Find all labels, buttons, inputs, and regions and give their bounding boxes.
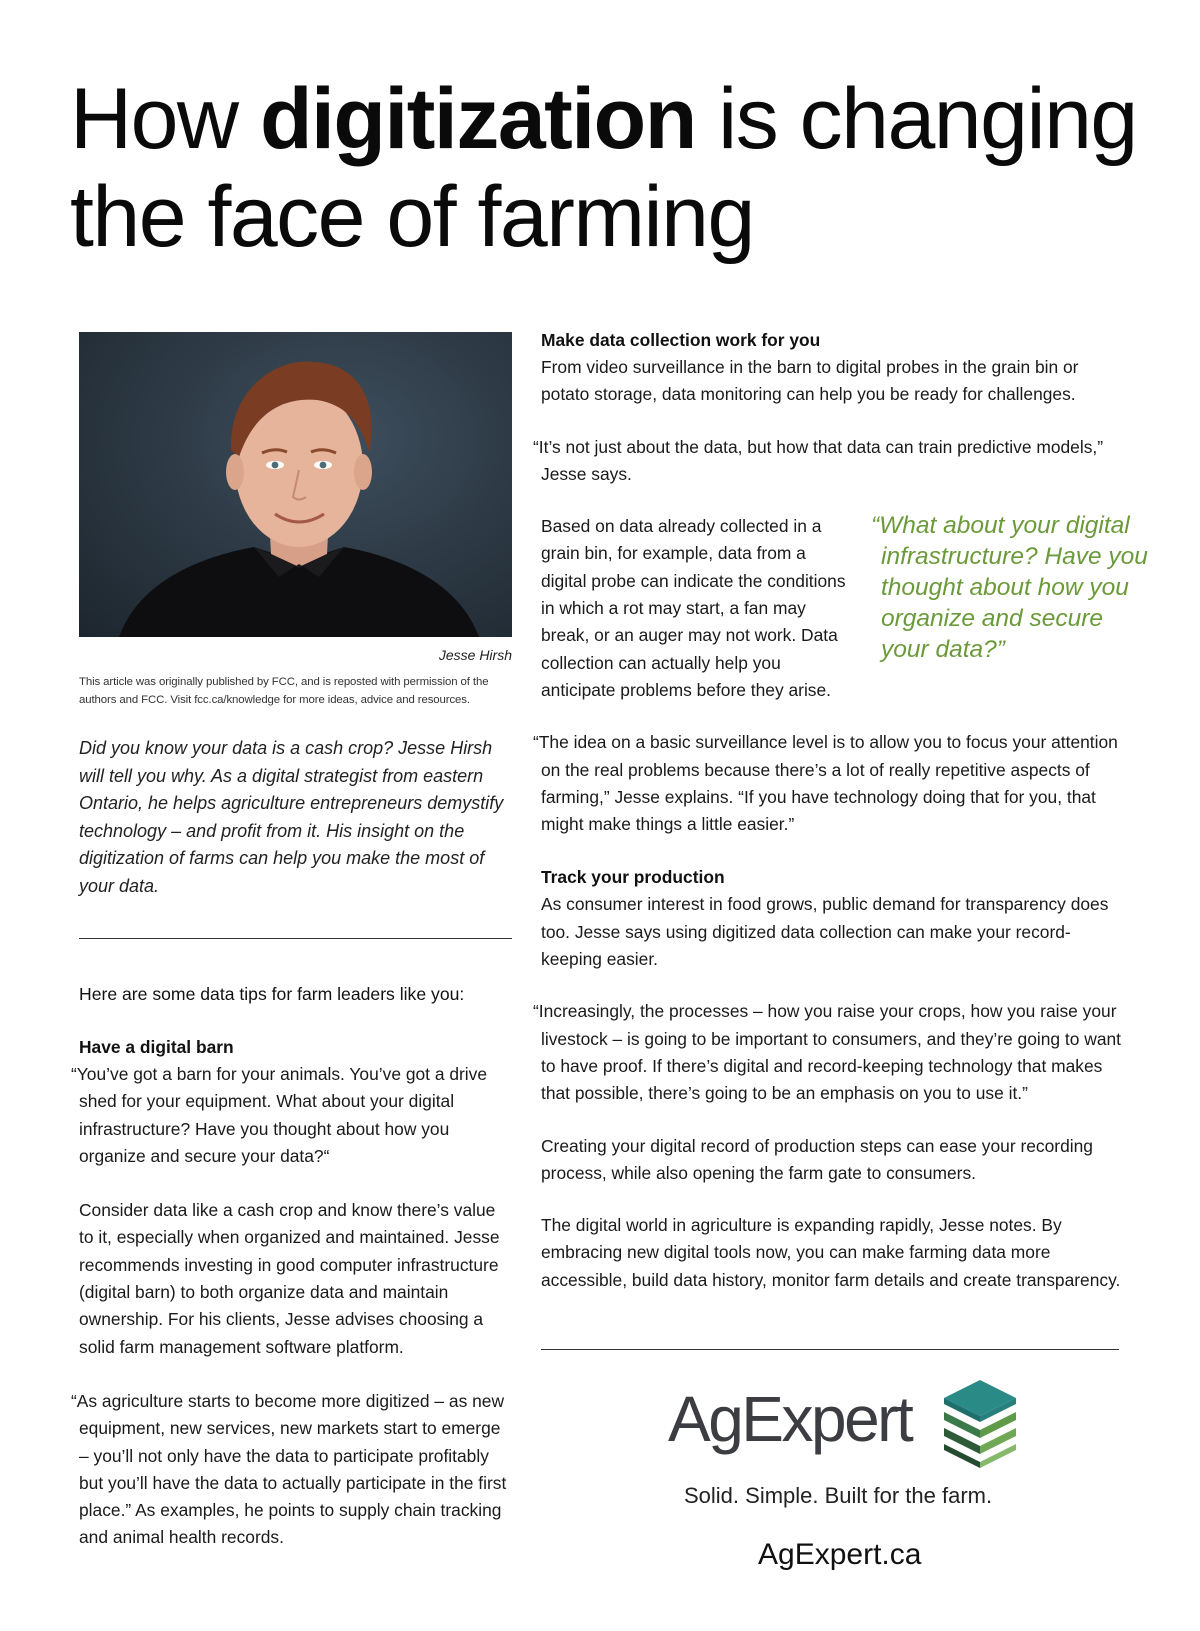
article-intro: Did you know your data is a cash crop? Jesse Hirsh will tell you why. As a digital strategist from eastern Ontario, he helps agriculture entrepreneurs demystify technology – and profit from it. His insight on the digitization of farms can help you make the most of your data.	[79, 738, 504, 896]
consider-paragraph: Consider data like a cash crop and know there’s value to it, especially when organized and maintained. Jesse recommends investing in good computer infrastructure (digital barn) to both organize data and maintain ownership. For his clients, Jesse advises choosing a solid farm management software platform.	[79, 1200, 500, 1357]
right-column	[533, 327, 1148, 1294]
section-divider	[79, 938, 512, 939]
portrait-photo	[79, 332, 512, 637]
photo-caption: Jesse Hirsh	[438, 647, 512, 663]
brand-url-link[interactable]: AgExpert.ca	[758, 1538, 922, 1571]
agexpert-brand	[668, 1384, 1018, 1484]
pull-quote: “What about your digital infrastructure? Have you thought about how you organize and secure your data?”	[871, 512, 1148, 663]
left-column	[71, 332, 512, 1552]
section-heading-track-production: Track your production	[541, 867, 725, 888]
section-heading-digital-barn: Have a digital barn	[79, 1037, 234, 1057]
section-heading-data-collection: Make data collection work for you	[541, 330, 821, 350]
footer-divider	[541, 1349, 1119, 1350]
barn-quote: “You’ve got a barn for your animals. You’ve got a drive shed for your equipment. What about your digital infrastructure? Have you thought about how you organize and secure your data?“	[71, 1064, 488, 1166]
brand-wordmark: AgExpert	[668, 1383, 912, 1455]
grain-bin-paragraph: Based on data already collected in a grain bin, for example, data from a digital probe can indicate the conditions in which a rot may start, a fan may break, or an auger may not work. Data collection can actually help you anticipate problems before they arise.	[541, 516, 846, 700]
surveillance-quote: “The idea on a basic surveillance level is to allow you to focus your attention on the real problems because there’s a lot of really repetitive aspects of farming,” Jesse explains. “If you have technology doing that for you, that might make things a little easier.”	[533, 732, 1118, 835]
creating-record-paragraph: Creating your digital record of production steps can ease your recording process, while also opening the farm gate to consumers.	[541, 1135, 1093, 1183]
portrait-illustration	[79, 332, 512, 637]
data-paragraph: From video surveillance in the barn to digital probes in the grain bin or potato storage, data monitoring can help you be ready for challenges.	[541, 357, 1079, 405]
digital-world-paragraph: The digital world in agriculture is expanding rapidly, Jesse notes. By embracing new digital tools now, you can make farming data more accessible, build data history, monitor farm details and create transparency.	[541, 1215, 1121, 1290]
republish-credit: This article was originally published by FCC, and is reposted with permission of the authors and FCC. Visit fcc.ca/knowledge for more ideas, advice and resources.	[79, 676, 489, 706]
headline-emphasis: digitization	[259, 71, 696, 167]
predictive-models-quote: “It’s not just about the data, but how that data can train predictive models,” Jesse says.	[533, 436, 1104, 484]
transparency-paragraph: As consumer interest in food grows, public demand for transparency does too. Jesse says using digitized data collection can make your record-keeping easier.	[541, 894, 1109, 970]
increasingly-quote: “Increasingly, the processes – how you raise your crops, how you raise your livestock – is going to be important to consumers, and they’re going to want to have proof. If there’s digital and record-keeping technology that makes that possible, there’s going to be an emphasis on you to use it.”	[533, 1001, 1122, 1104]
article-headline: How digitization is changing the face of farming	[70, 71, 1137, 265]
tips-lead: Here are some data tips for farm leaders like you:	[79, 984, 465, 1004]
agriculture-quote: “As agriculture starts to become more digitized – as new equipment, new services, new markets start to emerge – you’ll not only have the data to participate profitably but you’ll have the data to actually participate in the first place.” As examples, he points to supply chain tracking and animal health records.	[71, 1390, 507, 1548]
brand-tagline: Solid. Simple. Built for the farm.	[684, 1483, 993, 1508]
stacked-hexagon-layers-icon	[942, 1378, 1018, 1470]
